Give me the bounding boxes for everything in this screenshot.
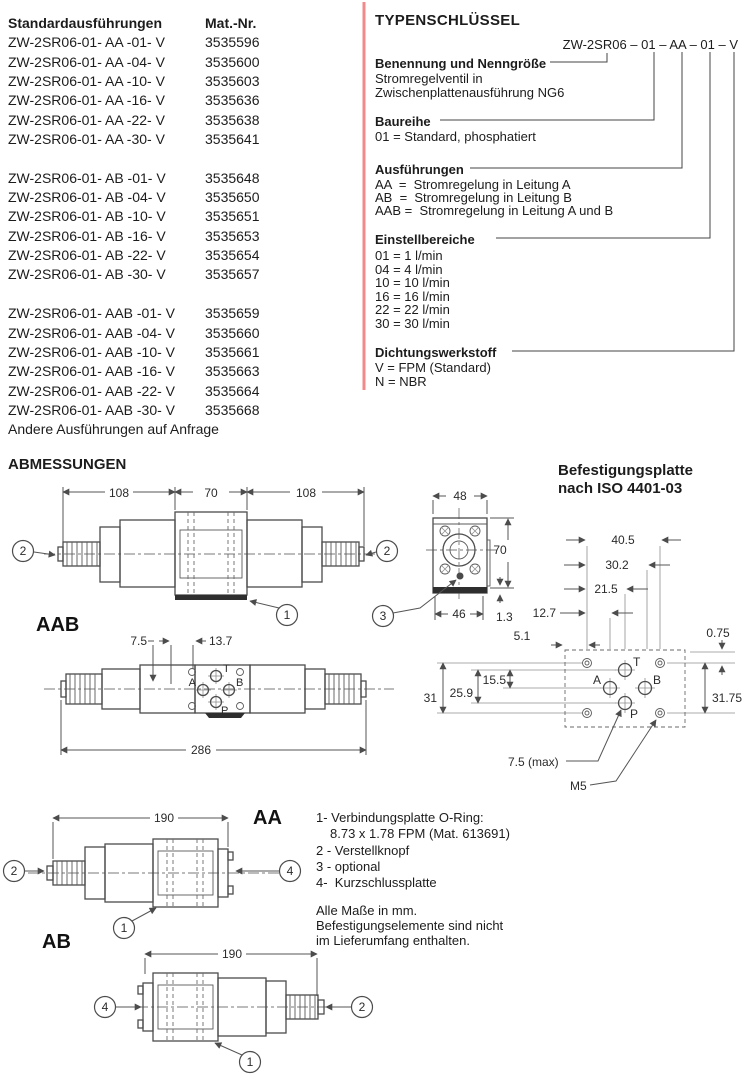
table-row: ZW-2SR06-01- AAB -01- V 3535659: [8, 305, 260, 322]
table-row: ZW-2SR06-01- AB -10- V 3535651: [8, 208, 260, 225]
drawing-ab-version: [95, 947, 373, 1073]
drawing-aab-side-view: [13, 486, 398, 636]
ausfuehrungen-line1: AA = Stromregelung in Leitung A: [375, 177, 571, 192]
table-row: ZW-2SR06-01- AB -04- V 3535650: [8, 189, 260, 206]
connector-ausfuehrungen: [470, 52, 682, 168]
benennung-line1: Stromregelventil in: [375, 71, 483, 86]
callout-1-label: 1: [246, 1055, 254, 1069]
dim-70-end-view: 70: [493, 543, 507, 557]
table-row: ZW-2SR06-01- AA -22- V 3535638: [8, 111, 260, 128]
dim-0-75: 0.75: [706, 626, 730, 640]
dim-5-1: 5.1: [513, 629, 531, 643]
table-row: ZW-2SR06-01- AAB -30- V 3535668: [8, 401, 260, 418]
drawing-aa-version: [4, 807, 301, 953]
einstellbereiche-line5: 22 = 22 l/min: [375, 302, 450, 317]
label-aab: AAB: [36, 614, 80, 636]
port-t-label: T: [633, 655, 641, 669]
type-code: ZW-2SR06 – 01 – AA – 01 – V: [562, 37, 738, 52]
legend-item-1b: 8.73 x 1.78 FPM (Mat. 613691): [330, 826, 510, 841]
dim-7-5: 7.5: [130, 634, 147, 648]
legend-item-4: 4- Kurzschlussplatte: [316, 875, 437, 890]
dim-1-3: 1.3: [496, 610, 513, 624]
ausfuehrungen-title: Ausführungen: [375, 162, 464, 177]
table-row: ZW-2SR06-01- AA -30- V 3535641: [8, 131, 260, 148]
table-row: ZW-2SR06-01- AA -10- V 3535603: [8, 73, 260, 90]
einstellbereiche-line1: 01 = 1 l/min: [375, 248, 443, 263]
legend-item-1: 1- Verbindungsplatte O-Ring:: [316, 810, 484, 825]
dichtungswerkstoff-title: Dichtungswerkstoff: [375, 345, 497, 360]
legend-item-2: 2 - Verstellknopf: [316, 843, 410, 858]
dim-m5: M5: [570, 779, 587, 793]
table-row: ZW-2SR06-01- AB -16- V 3535653: [8, 227, 260, 244]
connector-benennung: [550, 53, 607, 62]
table-footer-note: Andere Ausführungen auf Anfrage: [8, 421, 219, 438]
port-t-label: T: [223, 663, 230, 675]
dim-31-75: 31.75: [712, 691, 743, 705]
callout-3-label: 3: [379, 609, 387, 623]
note-line-3: im Lieferumfang enthalten.: [316, 933, 470, 948]
dim-190: 190: [153, 811, 175, 825]
label-ab: AB: [42, 931, 71, 953]
ausfuehrungen-line3: AAB = Stromregelung in Leitung A und B: [375, 203, 614, 218]
note-line-1: Alle Maße in mm.: [316, 903, 418, 918]
einstellbereiche-title: Einstellbereiche: [375, 232, 475, 247]
baureihe-line1: 01 = Standard, phosphatiert: [375, 129, 536, 144]
dim-70: 70: [204, 486, 218, 500]
einstellbereiche-line2: 04 = 4 l/min: [375, 261, 443, 277]
table-row: ZW-2SR06-01- AA -04- V 3535600: [8, 53, 260, 70]
dim-108-right: 108: [295, 486, 317, 500]
legend-item-3: 3 - optional: [316, 859, 381, 874]
dichtungswerkstoff-line1: V = FPM (Standard): [375, 360, 491, 375]
benennung-line2: Zwischenplattenausführung NG6: [375, 85, 565, 100]
callout-1-label: 1: [120, 921, 128, 935]
o-ring-plate-strip: [175, 595, 247, 600]
dimension-drawings: [0, 450, 750, 1078]
connector-einstellbereiche: [496, 52, 710, 238]
table-row: ZW-2SR06-01- AB -22- V 3535654: [8, 247, 260, 264]
connector-baureihe: [440, 52, 654, 120]
callout-1-label: 1: [283, 608, 291, 622]
einstellbereiche-line4: 16 = 16 l/min: [375, 288, 450, 304]
table-row: ZW-2SR06-01- AB -30- V 3535657: [8, 266, 260, 283]
einstellbereiche-line3: 10 = 10 l/min: [375, 275, 450, 290]
dim-40-5: 40.5: [611, 533, 635, 547]
col-header-mat-nr: Mat.-Nr.: [205, 15, 257, 31]
dim-25-9: 25.9: [449, 686, 473, 700]
table-row: ZW-2SR06-01- AB -01- V 3535648: [8, 169, 260, 186]
dichtungswerkstoff-line2: N = NBR: [375, 374, 427, 389]
table-row: ZW-2SR06-01- AA -16- V 3535636: [8, 92, 260, 109]
optional-port-dot: [457, 573, 464, 580]
dim-30-2: 30.2: [605, 558, 629, 572]
callout-2-label: 2: [19, 544, 27, 558]
port-p-label: P: [221, 705, 229, 717]
table-row: ZW-2SR06-01- AAB -04- V 3535660: [8, 324, 260, 341]
connector-dichtungswerkstoff: [512, 52, 734, 351]
dim-7-5-max: 7.5 (max): [508, 755, 559, 769]
table-row: ZW-2SR06-01- AAB -10- V 3535661: [8, 343, 260, 360]
dim-190: 190: [221, 947, 243, 961]
typenschluessel-heading: TYPENSCHLÜSSEL: [375, 12, 521, 29]
callout-2-label: 2: [10, 864, 18, 878]
befestigungsplatte-heading: Befestigungsplatte nach ISO 4401-03: [558, 462, 694, 497]
dim-13-7: 13.7: [209, 634, 233, 648]
col-header-standardausfuehrungen: Standardausführungen: [8, 15, 163, 31]
table-row: ZW-2SR06-01- AA -01- V 3535596: [8, 34, 260, 51]
dim-108-left: 108: [108, 486, 130, 500]
table-row: ZW-2SR06-01- AAB -16- V 3535663: [8, 363, 260, 380]
port-a-label: A: [592, 673, 601, 687]
table-row: ZW-2SR06-01- AAB -22- V 3535664: [8, 382, 260, 399]
type-key-connector-lines: [0, 0, 750, 450]
label-aa: AA: [253, 807, 282, 829]
port-p-label: P: [630, 707, 639, 721]
benennung-title: Benennung und Nenngröße: [375, 56, 547, 71]
dim-48: 48: [453, 489, 467, 503]
callout-4-label: 4: [101, 1000, 109, 1014]
dim-46: 46: [452, 607, 466, 621]
note-line-2: Befestigungselemente sind nicht: [316, 918, 504, 933]
callout-2-label: 2: [383, 544, 391, 558]
port-b-label: B: [653, 673, 662, 687]
dim-31: 31: [423, 691, 437, 705]
einstellbereiche-line6: 30 = 30 l/min: [375, 315, 450, 331]
callout-4-label: 4: [286, 864, 294, 878]
port-a-label: A: [188, 677, 196, 689]
ausfuehrungen-line2: AB = Stromregelung in Leitung B: [375, 190, 572, 205]
baureihe-title: Baureihe: [375, 114, 431, 129]
callout-2-label: 2: [358, 1000, 366, 1014]
dim-12-7: 12.7: [532, 606, 556, 620]
drawing-aab-bottom-view: [44, 634, 394, 757]
dim-21-5: 21.5: [594, 582, 618, 596]
dim-286: 286: [190, 743, 212, 757]
port-b-label: B: [236, 677, 244, 689]
abmessungen-heading: ABMESSUNGEN: [8, 456, 127, 473]
dim-15-5: 15.5: [482, 673, 506, 687]
